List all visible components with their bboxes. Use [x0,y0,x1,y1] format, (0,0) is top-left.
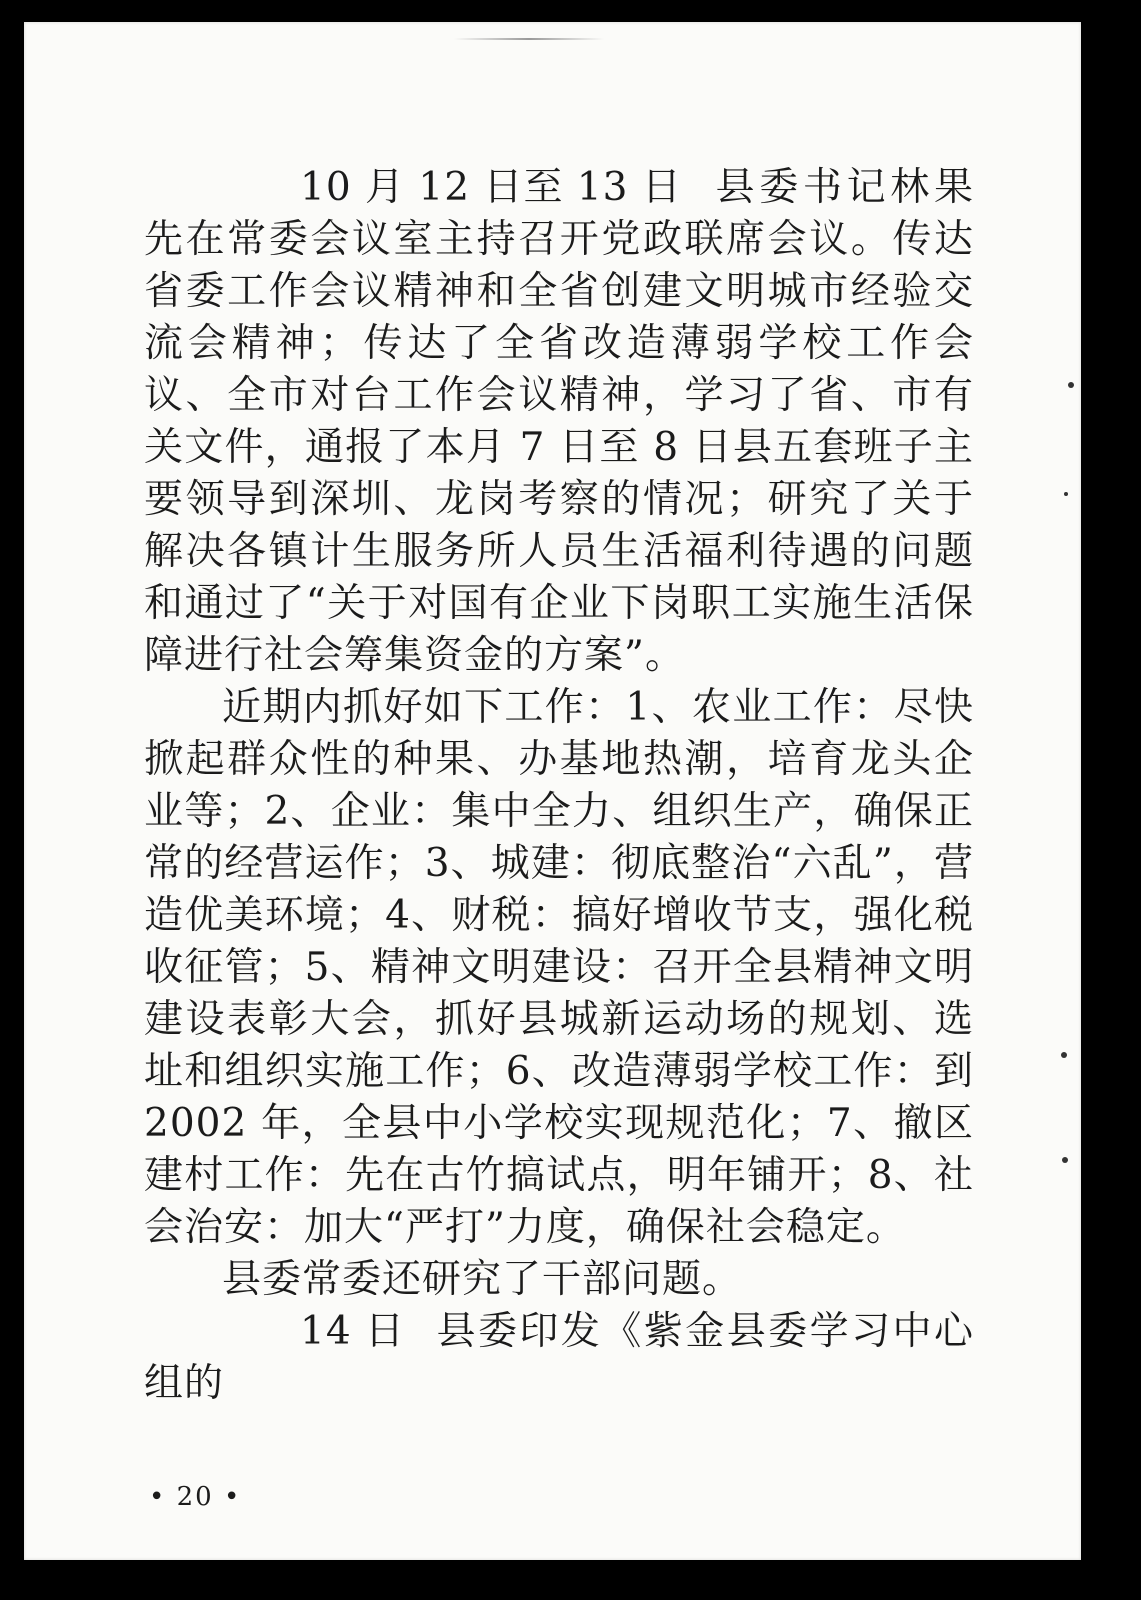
entry-oct-12-13 [144,162,974,682]
scan-speck [1064,492,1068,496]
work-plan-paragraph: 近期内抓好如下工作：1、农业工作：尽快掀起群众性的种果、办基地热潮，培育龙头企业等；2、企业：集中全力、组织生产，确保正常的经营运作；3、城建：彻底整治“六乱”，营造优美环境；4、财税：搞好增收节支，强化税收征管；5、精神文明建设：召开全县精神文明建设表彰大会，抓好县城新运动场的规划、选址和组织实施工作；6、改造薄弱学校工作：到 2002 年，全县中小学校实现规范化；7、撤区建村工作：先在古竹搞试点，明年铺开；8、社会治安：加大“严打”力度，确保社会稳定。 [144,685,974,1250]
scan-speck [1062,1157,1068,1163]
entry-date: 10 月 12 日至 13 日 [300,165,682,210]
entry-text: 县委印发《紫金县委学习中心组的 [144,1309,974,1406]
cadre-paragraph: 县委常委还研究了干部问题。 [222,1257,743,1302]
scan-mark [454,38,604,40]
scan-speck [1068,382,1074,388]
document-page [24,22,1081,1560]
page-number: • 20 • [149,1482,242,1512]
scan-speck [1061,1052,1067,1058]
entry-14 [144,1306,974,1410]
entry-date: 14 日 [300,1309,406,1354]
body-text [144,162,974,1410]
entry-text: 县委书记林果先在常委会议室主持召开党政联席会议。传达省委工作会议精神和全省创建文明城市经验交流会精神；传达了全省改造薄弱学校工作会议、全市对台工作会议精神，学习了省、市有关文件，通报了本月 7 日至 8 日县五套班子主要领导到深圳、龙岗考察的情况；研究了关于解决各镇计生服务所人员生活福利待遇的问题和通过了“关于对国有企业下岗职工实施生活保障进行社会筹集资金的方案”。 [144,165,974,678]
